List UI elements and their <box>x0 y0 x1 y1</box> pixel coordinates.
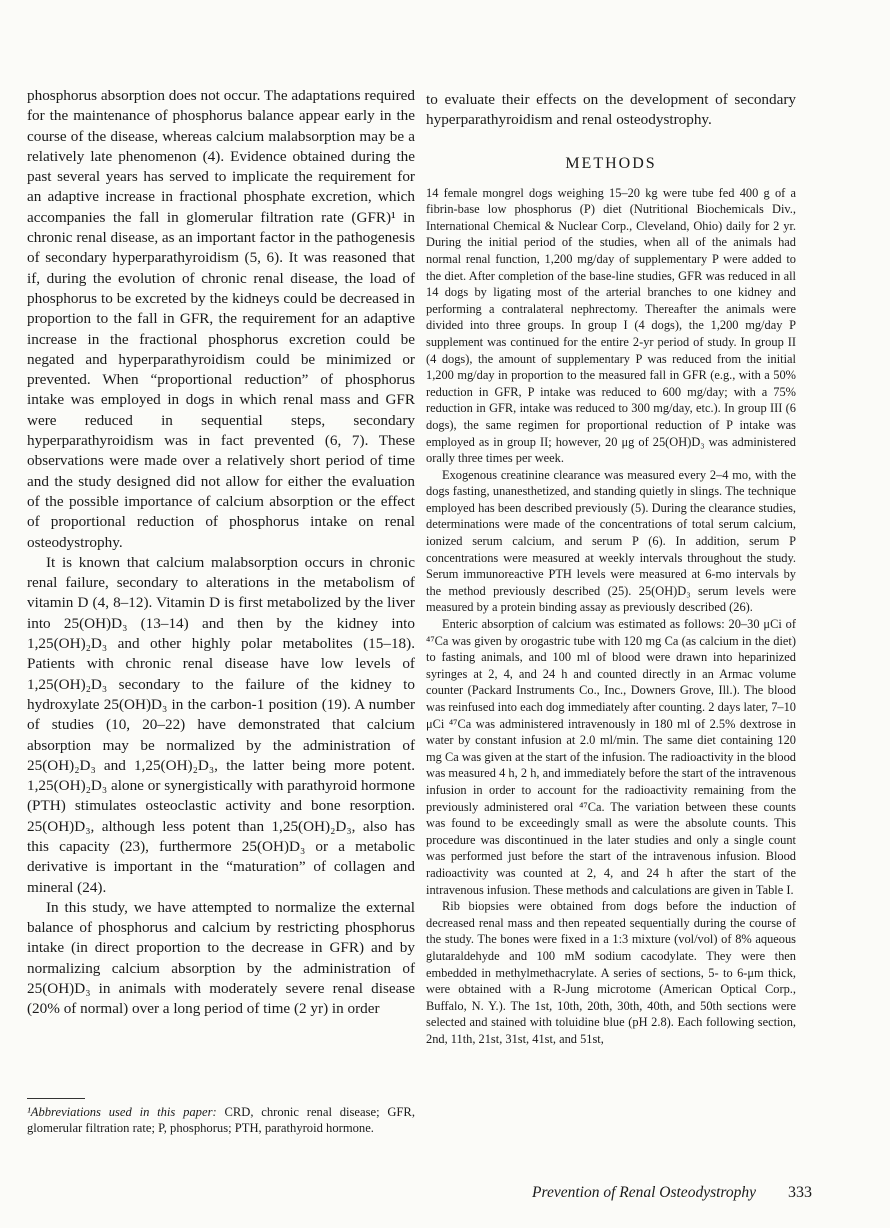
footnote <box>27 1104 415 1136</box>
footnote-label: ¹Abbreviations used in this paper: <box>27 1105 217 1119</box>
methods-paragraph: 14 female mongrel dogs weighing 15–20 kg were tube fed 400 g of a fibrin-base low phosphorus (P) diet (Nutritional Biochemicals Div., International Chemical & Nuclear Corp., Cleveland, Ohio) daily for 2 yr. During the initial period of the studies, when all of the animals had normal renal function, 1,200 mg/day of supplementary P were added to the diet. After completion of the base-line studies, GFR was reduced in all 14 dogs by ligating most of the arterial branches to one kidney and performing a contralateral nephrectomy. Thereafter the animals were divided into three groups. In group I (4 dogs), the 1,200 mg/day P supplement was continued for the entire 2-yr period of study. In group II (4 dogs), the amount of supplementary P was reduced from the initial 1,200 mg/day in proportion to the measured fall in GFR (e.g., with a 50% reduction in GFR, P intake was reduced to 600 mg/day; with a 75% reduction in GFR, intake was reduced to 300 mg/day, etc.). In group III (6 dogs), the same regimen for proportional reduction of P intake was employed as in group II; however, 20 μg of 25(OH)D₃ was administered orally three times per week. <box>426 185 796 466</box>
running-footer <box>426 1184 812 1202</box>
methods-paragraph: Enteric absorption of calcium was estimated as follows: 20–30 μCi of ⁴⁷Ca was given by orogastric tube with 120 mg Ca (as calcium in the diet) to fasting animals, and 100 ml of blood were drawn into heparinized syringes at 2, 4, and 24 h and counted directly in an Armac volume counter (Packard Instruments Co., Inc., Downers Grove, Ill.). The blood was reinfused into each dog immediately after counting. 2 days later, 7–10 μCi ⁴⁷Ca was administered intravenously in 180 ml of 2.5% dextrose in water by constant infusion at 2.0 ml/min. The same diet containing 120 mg Ca was given at the start of the infusion. The radioactivity in the blood was measured 4 h, 2 h, and immediately before the start of the intravenous infusion in order to account for the radioactivity remaining from the previously administered oral ⁴⁷Ca. The variation between these counts was found to be exceedingly small as were the absolute counts. This procedure was discontinued in the later studies and only a single count was performed just before the start of the intravenous infusion. Blood radioactivity was counted at 2, 4, and 24 h after the start of the intravenous infusion. These methods and calculations are given in Table I. <box>426 617 796 897</box>
footnote-text: CRD, chronic renal disease; GFR, glomerular filtration rate; P, phosphorus; PTH, parathyroid hormone. <box>27 1105 415 1135</box>
page-number: 333 <box>788 1184 812 1201</box>
left-column <box>27 86 415 1020</box>
body-paragraph: It is known that calcium malabsorption occurs in chronic renal failure, secondary to alterations in the metabolism of vitamin D (4, 8–12). Vitamin D is first metabolized by the liver into 25(OH)D₃ (13–14) and then by the kidney into 1,25(OH)₂D₃ and other highly polar metabolites (15–18). Patients with chronic renal disease have low levels of 1,25(OH)₂D₃ secondary to the failure of the kidney to hydroxylate 25(OH)D₃ in the carbon-1 position (19). A number of studies (10, 20–22) have demonstrated that calcium absorption may be normalized by the administration of 25(OH)₂D₃ and 1,25(OH)₂D₃, the latter being more potent. 1,25(OH)₂D₃ alone or synergistically with parathyroid hormone (PTH) stimulates osteoclastic activity and bone resorption. 25(OH)D₃, although less potent than 1,25(OH)₂D₃, also has this capacity (23), furthermore 25(OH)D₃ or a metabolic derivative is important in the “maturation” of collagen and mineral (24). <box>27 553 415 896</box>
methods-heading: METHODS <box>565 154 657 172</box>
methods-paragraph: Rib biopsies were obtained from dogs before the induction of decreased renal mass and then repeated sequentially during the course of the study. The bones were fixed in a 1:3 mixture (vol/vol) of 8% aqueous glutaraldehyde and 100 mM sodium cacodylate. They were then embedded in methylmethacrylate. A series of sections, 5- to 6-μm thick, were obtained with a R-Jung microtome (American Optical Corp., Buffalo, N. Y.). The 1st, 10th, 20th, 30th, 40th, and 50th sections were selected and stained with toluidine blue (pH 2.8). Each following section, 2nd, 11th, 21st, 31st, 41st, and 51st, <box>426 899 796 1046</box>
footnote-divider <box>27 1098 85 1099</box>
right-column <box>426 90 796 1047</box>
running-title: Prevention of Renal Osteodystrophy <box>532 1184 756 1201</box>
methods-section <box>426 185 796 1048</box>
methods-paragraph: Exogenous creatinine clearance was measured every 2–4 mo, with the dogs fasting, unanesthetized, and standing quietly in slings. The technique employed has been described previously (5). During the clearance studies, determinations were made of the concentrations of total serum calcium, ionized serum calcium, and serum P (6). In addition, serum P concentrations were measured at weekly intervals throughout the study. Serum immunoreactive PTH levels were measured at 6-mo intervals by the method previously described (25). 25(OH)D₃ serum levels were measured by a protein binding assay as previously described (26). <box>426 467 796 615</box>
body-paragraph: phosphorus absorption does not occur. The adaptations required for the maintenance of phosphorus balance appear early in the course of the disease, whereas calcium malabsorption may be a relatively late phenomenon (4). Evidence obtained during the past several years has served to implicate the requirement for an adaptive increase in fractional phosphate excretion, which accompanies the fall in glomerular filtration rate (GFR)¹ in chronic renal disease, as an important factor in the pathogenesis of secondary hyperparathyroidism (5, 6). It was reasoned that if, during the evolution of chronic renal disease, the load of phosphorus to be excreted by the kidneys could be decreased in proportion to the fall in GFR, the requirement for an adaptive increase in the fractional phosphorus excretion could be negated and hyperparathyroidism could be minimized or prevented. When “proportional reduction” of phosphorus intake was employed in dogs in which renal mass and GFR were reduced in sequential steps, secondary hyperparathyroidism was in fact prevented (6, 7). These observations were made over a relatively short period of time and the study designed did not allow for either the evaluation of the possible importance of calcium absorption or the effect of proportional reduction of phosphorus intake on renal osteodystrophy. <box>27 87 415 551</box>
body-paragraph: In this study, we have attempted to normalize the external balance of phosphorus and calcium by restricting phosphorus intake (in direct proportion to the decrease in GFR) and by normalizing calcium absorption by the administration of 25(OH)D₃ in animals with moderately severe renal disease (20% of normal) over a long period of time (2 yr) in order <box>27 898 415 1018</box>
intro-continuation: to evaluate their effects on the development of secondary hyperparathyroidism and renal osteodystrophy. <box>426 91 796 129</box>
